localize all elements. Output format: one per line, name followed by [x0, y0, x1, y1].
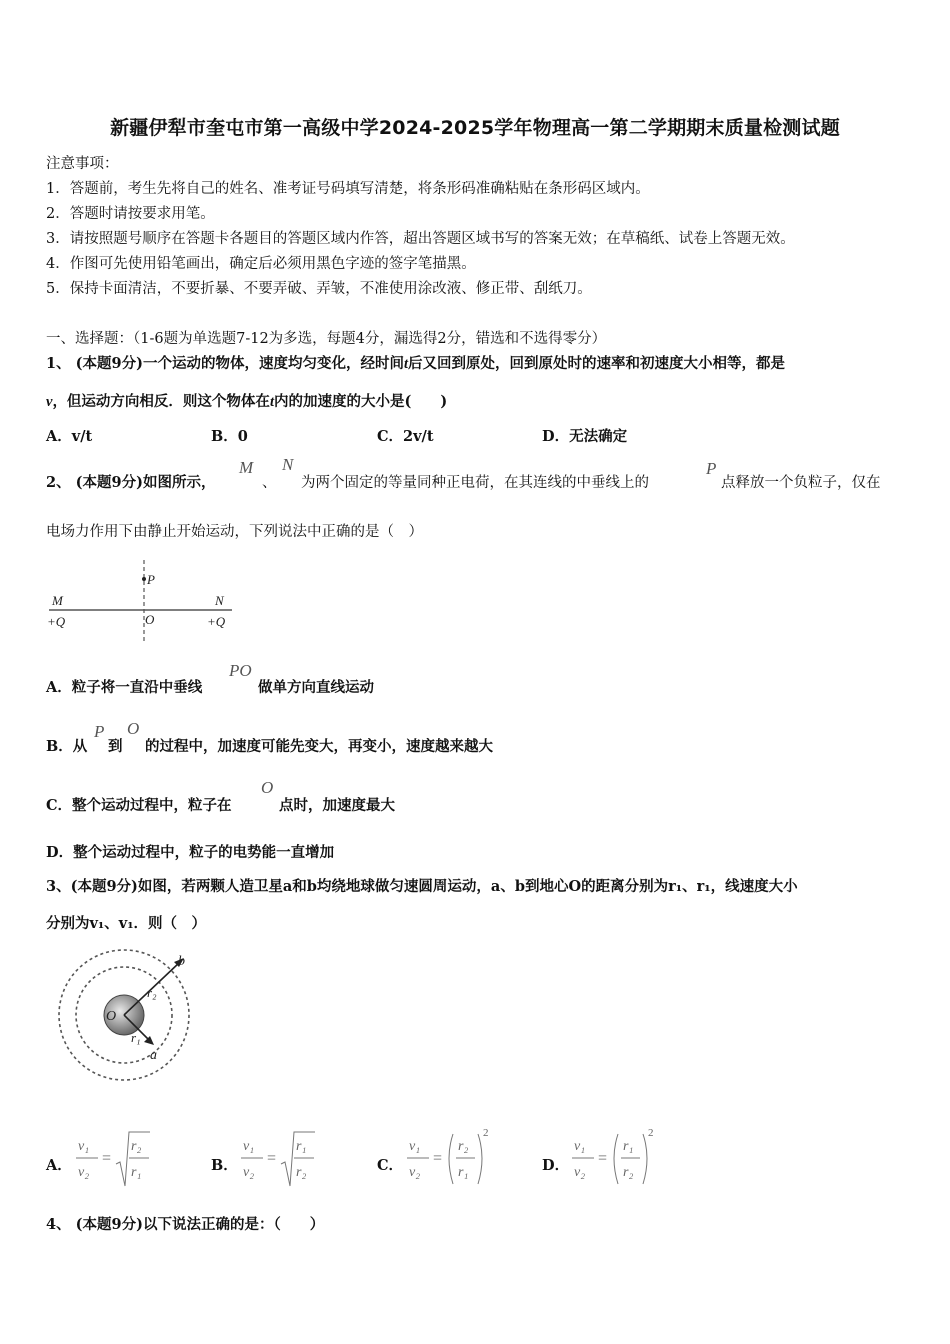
exponent: 2 [483, 1127, 489, 1139]
frac-num: r₁ [623, 1139, 634, 1154]
q2-text-a: 2、 (本题9分)如图所示， [46, 474, 216, 491]
q3-option-a-formula [72, 1128, 162, 1192]
q2-option-a-text: A．粒子将一直沿中垂线 [46, 679, 203, 696]
notes-heading: 注意事项： [46, 156, 119, 172]
q3-option-b-label: B． [211, 1157, 238, 1174]
label-a: a [150, 1048, 157, 1063]
section-heading: 一、选择题：（1-6题为单选题7-12为多选，每题4分，漏选得2分，错选和不选得零分） [46, 331, 607, 347]
right-paren [643, 1134, 647, 1184]
q2-option-c-text2: 点时，加速度最大 [279, 797, 395, 814]
q2-option-b-var1: P [94, 722, 105, 741]
note-item: 5．保持卡面清洁，不要折暴、不要弄破、弄皱，不准使用涂改液、修正带、刮纸刀。 [46, 281, 592, 297]
label-b: b [178, 954, 185, 969]
label-o: O [145, 612, 155, 627]
q2-line2: 电场力作用下由静止开始运动，下列说法中正确的是（ ） [46, 524, 423, 540]
frac-den: r₂ [296, 1165, 307, 1180]
label-n: N [215, 593, 224, 608]
q2-text-b: 为两个固定的等量同种正电荷，在其连线的中垂线上的 [301, 475, 649, 491]
q3-option-d-label: D． [542, 1157, 570, 1174]
frac-den: v₂ [243, 1165, 255, 1180]
q1-option-a: A．v/t [46, 428, 93, 445]
note-item: 1．答题前，考生先将自己的姓名、准考证号码填写清楚，将条形码准确粘贴在条形码区域内。 [46, 181, 650, 197]
equals: = [433, 1150, 443, 1167]
frac-num: v₁ [574, 1139, 586, 1154]
q1-text-c: ，但运动方向相反．则这个物体在 [52, 393, 270, 410]
q1-option-d: D．无法确定 [542, 428, 628, 445]
q1-text-d: 内的加速度的大小是( ) [273, 393, 448, 410]
q3-option-c-label: C． [377, 1157, 404, 1174]
q1-text-a: 1、 (本题9分)一个运动的物体，速度均匀变化，经时间 [46, 355, 404, 372]
q3-option-a-label: A． [46, 1157, 72, 1174]
q1-line1 [46, 352, 785, 373]
q3-line1: 3、(本题9分)如图，若两颗人造卫星a和b均绕地球做匀速圆周运动，a、b到地心O的距离分别为r₁、r₁，线速度大小 [46, 878, 798, 895]
q2-option-b-var2: O [127, 719, 140, 738]
exponent: 2 [648, 1127, 654, 1139]
q1-option-c: C．2v/t [377, 428, 434, 445]
q1-var-t2: t [269, 394, 274, 410]
frac-den: v₂ [409, 1165, 421, 1180]
label-r1: r₁ [131, 1030, 141, 1045]
q1-var-v: v [46, 394, 53, 410]
frac-den: v₂ [78, 1165, 90, 1180]
q2-option-b-text: B．从 [46, 738, 88, 755]
label-p: P [147, 572, 155, 587]
frac-den: r₂ [623, 1165, 634, 1180]
left-paren [614, 1134, 618, 1184]
q2-option-a-var: PO [229, 661, 252, 680]
q2-option-d: D．整个运动过程中，粒子的电势能一直增加 [46, 844, 335, 861]
right-paren [478, 1134, 482, 1184]
q2-text-c: 点释放一个负粒子，仅在 [721, 475, 881, 491]
q3-option-d-formula [568, 1124, 668, 1192]
q1-line2 [46, 390, 447, 411]
frac-den: r₁ [131, 1165, 142, 1180]
frac-num: r₂ [131, 1139, 142, 1154]
q2-sep: 、 [262, 475, 277, 491]
q2-option-a-text2: 做单方向直线运动 [258, 679, 374, 696]
frac-den: r₁ [458, 1165, 469, 1180]
orbit-figure [46, 945, 206, 1095]
label-m: M [52, 593, 63, 608]
label-q-right: +Q [207, 614, 226, 629]
q3-option-c-formula [403, 1124, 503, 1192]
q2-option-c-var: O [261, 778, 274, 797]
note-item: 2．答题时请按要求用笔。 [46, 206, 215, 222]
note-item: 3．请按照题号顺序在答题卡各题目的答题区域内作答，超出答题区域书写的答案无效；在草稿纸、试卷上答题无效。 [46, 231, 795, 247]
frac-num: v₁ [78, 1139, 90, 1154]
charges-figure [44, 555, 244, 645]
q3-option-b-formula [237, 1128, 327, 1192]
page-title: 新疆伊犁市奎屯市第一高级中学2024-2025学年物理高一第二学期期末质量检测试题 [110, 117, 840, 139]
label-r2: r₂ [147, 985, 157, 1000]
point-p-dot [142, 577, 146, 581]
q2-var-m: M [239, 458, 254, 477]
equals: = [598, 1150, 608, 1167]
q2-option-b-mid: 到 [108, 738, 123, 755]
frac-num: v₁ [243, 1139, 255, 1154]
frac-num: r₁ [296, 1139, 307, 1154]
left-paren [449, 1134, 453, 1184]
q3-line2: 分别为v₁、v₁．则（ ） [46, 915, 207, 932]
frac-num: v₁ [409, 1139, 421, 1154]
q1-text-b: 后又回到原处，回到原处时的速率和初速度大小相等，都是 [407, 355, 785, 372]
label-q-left: +Q [47, 614, 66, 629]
equals: = [102, 1150, 112, 1167]
q2-var-n: N [282, 455, 294, 474]
q2-var-p: P [706, 459, 717, 478]
frac-den: v₂ [574, 1165, 586, 1180]
q2-option-c-text: C．整个运动过程中，粒子在 [46, 797, 232, 814]
frac-num: r₂ [458, 1139, 469, 1154]
q4-line1: 4、 (本题9分)以下说法正确的是：（ ） [46, 1216, 325, 1233]
equals: = [267, 1150, 277, 1167]
q2-option-b-text2: 的过程中，加速度可能先变大，再变小，速度越来越大 [145, 738, 493, 755]
label-o: O [106, 1009, 117, 1024]
q1-option-b: B．0 [211, 428, 248, 445]
q1-var-t: t [403, 356, 408, 372]
note-item: 4．作图可先使用铅笔画出，确定后必须用黑色字迹的签字笔描黑。 [46, 256, 476, 272]
